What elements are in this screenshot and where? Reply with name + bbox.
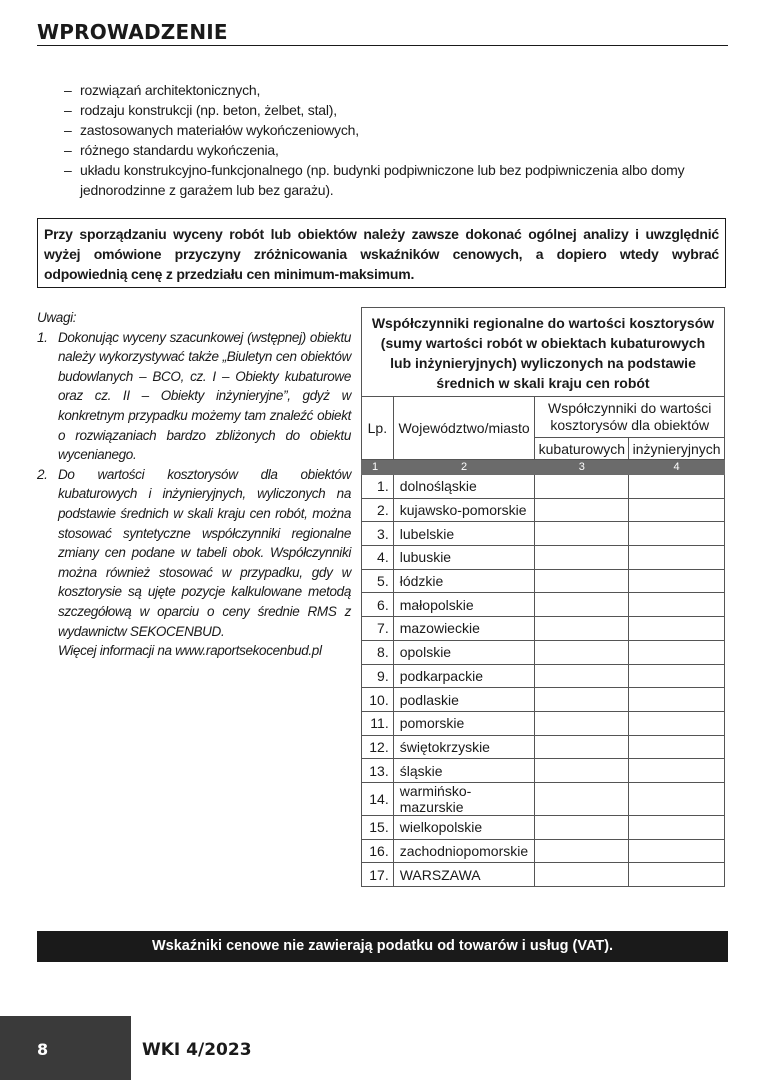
table-row xyxy=(362,475,725,499)
voivodeship-name: podkarpackie xyxy=(393,664,535,688)
page-title: WPROWADZENIE xyxy=(37,20,228,44)
bullet-item xyxy=(64,140,728,160)
bullet-item xyxy=(64,160,728,200)
row-number: 6. xyxy=(362,593,394,617)
cubature-coefficient-cell xyxy=(535,522,629,546)
cubature-coefficient-cell xyxy=(535,759,629,783)
table-row xyxy=(362,546,725,570)
table-row xyxy=(362,863,725,887)
row-number: 10. xyxy=(362,688,394,712)
row-number: 2. xyxy=(362,498,394,522)
voivodeship-name: lubuskie xyxy=(393,546,535,570)
engineering-coefficient-cell xyxy=(629,759,725,783)
engineering-coefficient-cell xyxy=(629,617,725,641)
row-number: 15. xyxy=(362,815,394,839)
bullet-list xyxy=(64,80,728,200)
row-number: 14. xyxy=(362,782,394,815)
bullet-item xyxy=(64,80,728,100)
col-number: 1 xyxy=(362,460,394,475)
row-number: 3. xyxy=(362,522,394,546)
engineering-coefficient-cell xyxy=(629,815,725,839)
row-number: 1. xyxy=(362,475,394,499)
col-number: 2 xyxy=(393,460,535,475)
table-row xyxy=(362,522,725,546)
table-title: Współczynniki regionalne do wartości kosztorysów (sumy wartości robót w obiektach kubaturowych lub inżynieryjnych) wyliczonych na podstawie średnich w skali kraju cen robót xyxy=(362,308,725,397)
table-row xyxy=(362,640,725,664)
cubature-coefficient-cell xyxy=(535,664,629,688)
engineering-coefficient-cell xyxy=(629,522,725,546)
engineering-coefficient-cell xyxy=(629,839,725,863)
note-text: Dokonując wyceny szacunkowej (wstępnej) obiektu należy wykorzystywać także „Biuletyn cen obiektów budowlanych – BCO, cz. I – Obiekty kubaturowe oraz cz. II – Obiekty inżynieryjne”, gdyż w konkretnym przypadku możemy tam znaleźć obiekt o rozwiązaniach bardzo zbliżonych do obiektu wycenianego. xyxy=(58,329,351,463)
row-number: 16. xyxy=(362,839,394,863)
cubature-coefficient-cell xyxy=(535,782,629,815)
cubature-coefficient-cell xyxy=(535,735,629,759)
voivodeship-name: opolskie xyxy=(393,640,535,664)
row-number: 11. xyxy=(362,711,394,735)
bullet-item xyxy=(64,120,728,140)
note-item xyxy=(37,465,351,661)
row-number: 17. xyxy=(362,863,394,887)
voivodeship-name: kujawsko-pomorskie xyxy=(393,498,535,522)
note-number: 2. xyxy=(37,466,48,482)
col-number: 4 xyxy=(629,460,725,475)
voivodeship-name: warmińsko-mazurskie xyxy=(393,782,535,815)
dash-marker: – xyxy=(64,122,72,138)
header-voivodeship: Województwo/miasto xyxy=(393,397,535,460)
engineering-coefficient-cell xyxy=(629,569,725,593)
cubature-coefficient-cell xyxy=(535,617,629,641)
header-lp: Lp. xyxy=(362,397,394,460)
engineering-coefficient-cell xyxy=(629,688,725,712)
table-row xyxy=(362,711,725,735)
table-row xyxy=(362,593,725,617)
more-info-link: Więcej informacji na www.raportsekocenbud.pl xyxy=(58,643,322,659)
engineering-coefficient-cell xyxy=(629,593,725,617)
col-number: 3 xyxy=(535,460,629,475)
row-number: 7. xyxy=(362,617,394,641)
cubature-coefficient-cell xyxy=(535,863,629,887)
cubature-coefficient-cell xyxy=(535,593,629,617)
row-number: 4. xyxy=(362,546,394,570)
cubature-coefficient-cell xyxy=(535,711,629,735)
bullet-text: układu konstrukcyjno-funkcjonalnego (np. budynki podpiwniczone lub bez podpiwniczenia albo domy jednorodzinne z garażem lub bez garażu). xyxy=(80,162,685,198)
column-number-row xyxy=(362,460,725,475)
engineering-coefficient-cell xyxy=(629,711,725,735)
header-coefficients-group: Współczynniki do wartości kosztorysów dla obiektów xyxy=(535,397,725,438)
cubature-coefficient-cell xyxy=(535,815,629,839)
voivodeship-name: wielkopolskie xyxy=(393,815,535,839)
header-divider xyxy=(37,45,728,46)
engineering-coefficient-cell xyxy=(629,640,725,664)
dash-marker: – xyxy=(64,162,72,178)
engineering-coefficient-cell xyxy=(629,664,725,688)
notes-section xyxy=(37,308,351,661)
regional-coefficients-table xyxy=(361,307,725,887)
row-number: 9. xyxy=(362,664,394,688)
voivodeship-name: śląskie xyxy=(393,759,535,783)
bullet-text: rodzaju konstrukcji (np. beton, żelbet, stal), xyxy=(80,102,337,118)
header-cubature: kubaturowych xyxy=(535,438,629,460)
voivodeship-name: lubelskie xyxy=(393,522,535,546)
dash-marker: – xyxy=(64,82,72,98)
note-text: Do wartości kosztorysów dla obiektów kubaturowych i inżynieryjnych, wyliczonych na podstawie średnich w skali kraju cen robót, można stosować syntetyczne współczynniki regionalne zmiany cen podane w tabeli obok. Współczynniki można również stosować w przypadku, gdy w kosztorysie są ujęte pozycje kalkulowane metodą szczegółową w oparciu o ceny średnie RMS z wydawnictw SEKOCENBUD. xyxy=(58,466,351,639)
bullet-item xyxy=(64,100,728,120)
table-row xyxy=(362,569,725,593)
table-row xyxy=(362,664,725,688)
bullet-text: zastosowanych materiałów wykończeniowych, xyxy=(80,122,359,138)
row-number: 8. xyxy=(362,640,394,664)
bullet-text: rozwiązań architektonicznych, xyxy=(80,82,261,98)
cubature-coefficient-cell xyxy=(535,498,629,522)
note-number: 1. xyxy=(37,329,48,345)
engineering-coefficient-cell xyxy=(629,735,725,759)
table-row xyxy=(362,815,725,839)
publication-label: WKI 4/2023 xyxy=(142,1040,252,1060)
engineering-coefficient-cell xyxy=(629,498,725,522)
row-number: 5. xyxy=(362,569,394,593)
table-row xyxy=(362,782,725,815)
row-number: 13. xyxy=(362,759,394,783)
engineering-coefficient-cell xyxy=(629,782,725,815)
engineering-coefficient-cell xyxy=(629,546,725,570)
cubature-coefficient-cell xyxy=(535,569,629,593)
cubature-coefficient-cell xyxy=(535,475,629,499)
cubature-coefficient-cell xyxy=(535,688,629,712)
voivodeship-name: WARSZAWA xyxy=(393,863,535,887)
voivodeship-name: świętokrzyskie xyxy=(393,735,535,759)
bullet-text: różnego standardu wykończenia, xyxy=(80,142,279,158)
row-number: 12. xyxy=(362,735,394,759)
table-row xyxy=(362,735,725,759)
voivodeship-name: dolnośląskie xyxy=(393,475,535,499)
voivodeship-name: mazowieckie xyxy=(393,617,535,641)
vat-notice: Wskaźniki cenowe nie zawierają podatku od towarów i usług (VAT). xyxy=(37,931,728,962)
header-engineering: inżynieryjnych xyxy=(629,438,725,460)
cubature-coefficient-cell xyxy=(535,839,629,863)
dash-marker: – xyxy=(64,142,72,158)
voivodeship-name: zachodniopomorskie xyxy=(393,839,535,863)
table-row xyxy=(362,498,725,522)
engineering-coefficient-cell xyxy=(629,863,725,887)
table-row xyxy=(362,688,725,712)
voivodeship-name: podlaskie xyxy=(393,688,535,712)
page-number: 8 xyxy=(37,1040,49,1059)
notes-title: Uwagi: xyxy=(37,310,77,325)
voivodeship-name: małopolskie xyxy=(393,593,535,617)
voivodeship-name: łódzkie xyxy=(393,569,535,593)
footer-page-block xyxy=(0,1016,131,1080)
callout-box: Przy sporządzaniu wyceny robót lub obiektów należy zawsze dokonać ogólnej analizy i uwzględnić wyżej omówione przyczyny zróżnicowania wskaźników cenowych, a dopiero wtedy wybrać odpowiednią cenę z przedziału cen minimum-maksimum. xyxy=(37,218,726,288)
table-row xyxy=(362,617,725,641)
voivodeship-name: pomorskie xyxy=(393,711,535,735)
table-row xyxy=(362,839,725,863)
cubature-coefficient-cell xyxy=(535,546,629,570)
table-row xyxy=(362,759,725,783)
dash-marker: – xyxy=(64,102,72,118)
cubature-coefficient-cell xyxy=(535,640,629,664)
note-item xyxy=(37,328,351,465)
engineering-coefficient-cell xyxy=(629,475,725,499)
